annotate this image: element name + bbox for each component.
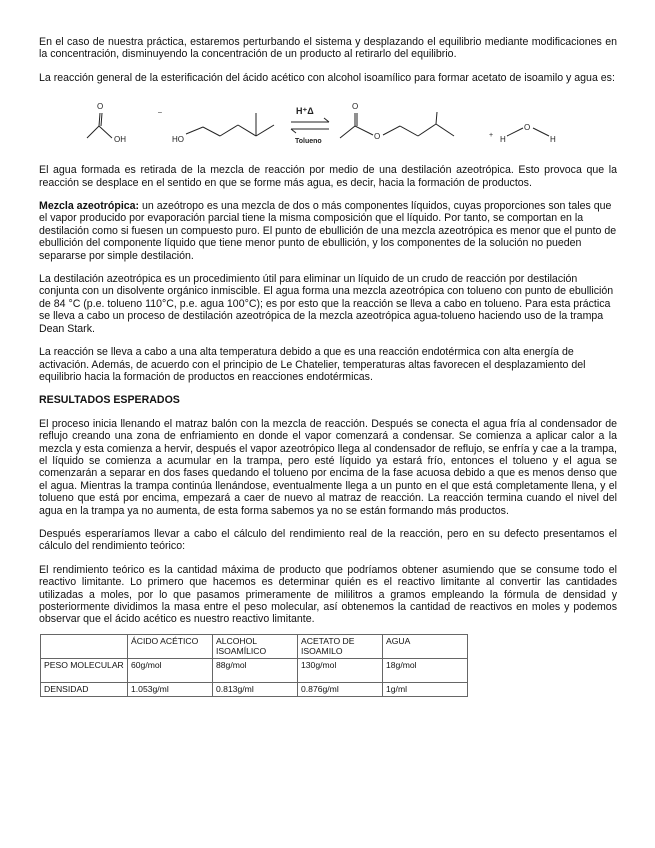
catalyst-label: H⁺Δ: [296, 106, 314, 117]
table-row: [41, 682, 468, 696]
table-cell: 1.053g/ml: [128, 682, 213, 696]
paragraph-azeotrope-definition: [39, 200, 617, 262]
table-header-cell: ÁCIDO ACÉTICO: [128, 634, 213, 658]
table-header-cell: ACETATO DE ISOAMILO: [298, 634, 383, 658]
table-header-cell: [41, 634, 128, 658]
solvent-label: Tolueno: [295, 138, 322, 146]
table-cell: 88g/mol: [213, 658, 298, 682]
table-cell: 130g/mol: [298, 658, 383, 682]
atom-h-water-right: H: [550, 135, 556, 145]
section-heading-results: RESULTADOS ESPERADOS: [39, 394, 180, 407]
esterification-reaction-scheme: [39, 86, 617, 164]
minus-sign: –: [158, 109, 162, 117]
properties-table: [40, 634, 468, 697]
term-azeotropic-mixture: Mezcla azeotrópica:: [39, 200, 140, 213]
paragraph-azeotropic-distillation: La destilación azeotrópica es un procedimiento útil para eliminar un líquido de un crudo de reacción por destilación conjunta con un disolvente orgánico inmiscible. El agua forma una mezcla azeotrópica con tolueno con punto de ebullición de 84 °C (p.e. tolueno 110°C, p.e. agua 100°C); es por esto que la reacción se lleva a cabo en tolueno. Para esta práctica se lleva a cabo un proceso de destilación azeotrópica de la mezcla azeotrópica agua-tolueno haciendo uso de la trampa Dean Stark.: [39, 273, 614, 335]
atom-o-water: O: [524, 123, 531, 133]
atom-o-ester-carbonyl: O: [352, 102, 359, 112]
table-cell: 0.813g/ml: [213, 682, 298, 696]
document-page: [39, 36, 617, 697]
atom-oh-acid: OH: [114, 135, 126, 145]
table-cell: 18g/mol: [383, 658, 468, 682]
paragraph-yield-intro: Después esperaríamos llevar a cabo el cálculo del rendimiento real de la reacción, pero en su defecto presentamos el cálculo del rendimiento teórico:: [39, 527, 617, 553]
table-cell: PESO MOLECULAR: [41, 658, 128, 682]
table-cell: 60g/mol: [128, 658, 213, 682]
table-header-cell: ALCOHOL ISOAMÍLICO: [213, 634, 298, 658]
azeotrope-definition-text: un azeótropo es una mezcla de dos o más componentes líquidos, cuyas proporciones son tales que el vapor producido por evaporación parcial tiene la misma composición que el líquido. Por tanto, se comportan en la destilación como si fuesen un compuesto puro. El punto de ebullición de una mezcla azeotrópica es menor que el punto de ebullición del componente líquido que tiene menor punto de ebullición, y los componentes de la solución no pueden separarse por simple destilación.: [39, 200, 617, 262]
atom-o-acid: O: [97, 102, 104, 112]
plus-sign: +: [489, 132, 494, 140]
paragraph-temperature: La reacción se lleva a cabo a una alta temperatura debido a que es una reacción endotérmica con alta energía de activación. Además, de acuerdo con el principio de Le Chatelier, temperaturas altas favorecen el desplazamiento del equilibrio hacia la formación de productos en reacciones endotérmicas.: [39, 346, 586, 383]
paragraph-theoretical-yield: El rendimiento teórico es la cantidad máxima de producto que podríamos obtener asumiendo que se consume todo el reactivo limitante. Lo primero que hacemos es determinar quién es el reactivo limitante al convertir las cantidades utilizadas a moles, por lo que pasamos primeramente de mililitros a gramos empleando la fórmula de densidad y posteriormente dividimos la masa entre el peso molecular, así obtenemos la cantidad de reactivos en moles y podemos observar que el ácido acético es nuestro reactivo limitante.: [39, 563, 617, 626]
table-header-cell: AGUA: [383, 634, 468, 658]
paragraph-reaction-intro: La reacción general de la esterificación del ácido acético con alcohol isoamílico para formar acetato de isoamilo y agua es:: [39, 71, 615, 84]
atom-h-water-left: H: [500, 135, 506, 145]
table-row: [41, 658, 468, 682]
atom-ho-alcohol: HO: [172, 135, 184, 145]
paragraph-water-removal: El agua formada es retirada de la mezcla de reacción por medio de una destilación azeotrópica. Esto provoca que la reacción se desplace en el sentido en que se forme más agua, es decir, hacia la formación de productos.: [39, 164, 617, 189]
table-cell: DENSIDAD: [41, 682, 128, 696]
reaction-diagram: [39, 86, 617, 164]
table-header-row: [41, 634, 468, 658]
atom-o-ester: O: [374, 132, 381, 142]
paragraph-process: El proceso inicia llenando el matraz balón con la mezcla de reacción. Después se conecta el agua fría al condensador de reflujo creando una zona de enfriamiento en donde el vapor comenzará a condensar. Se comienza a aplicar calor a la mezcla y esta comienza a hervir, después el vapor azeotrópico llega al condensador de reflujo, se enfría y cae a la trampa, el líquido se comienza a acumular en la trampa, pero esté líquido ya estará frío, entonces el tolueno y el agua se comenzarán a separar en dos fases quedando el tolueno por encima de la fase acuosa debido a que es menos denso que el agua. Mientras la trampa continúa llenándose, eventualmente llega a un punto en el que está completamente llena, y el tolueno que está por encima, empezará a caer de nuevo al matraz de reacción. La reacción termina cuando el nivel del agua en la trampa ya no aumenta, de esta forma sabemos ya no se están formando más productos.: [39, 417, 617, 517]
table-cell: 0.876g/ml: [298, 682, 383, 696]
table-cell: 1g/ml: [383, 682, 468, 696]
paragraph-equilibrium: En el caso de nuestra práctica, estaremos perturbando el sistema y desplazando el equilibrio mediante modificaciones en la concentración, disminuyendo la concentración de un producto al retirarlo del equilibrio.: [39, 36, 617, 61]
